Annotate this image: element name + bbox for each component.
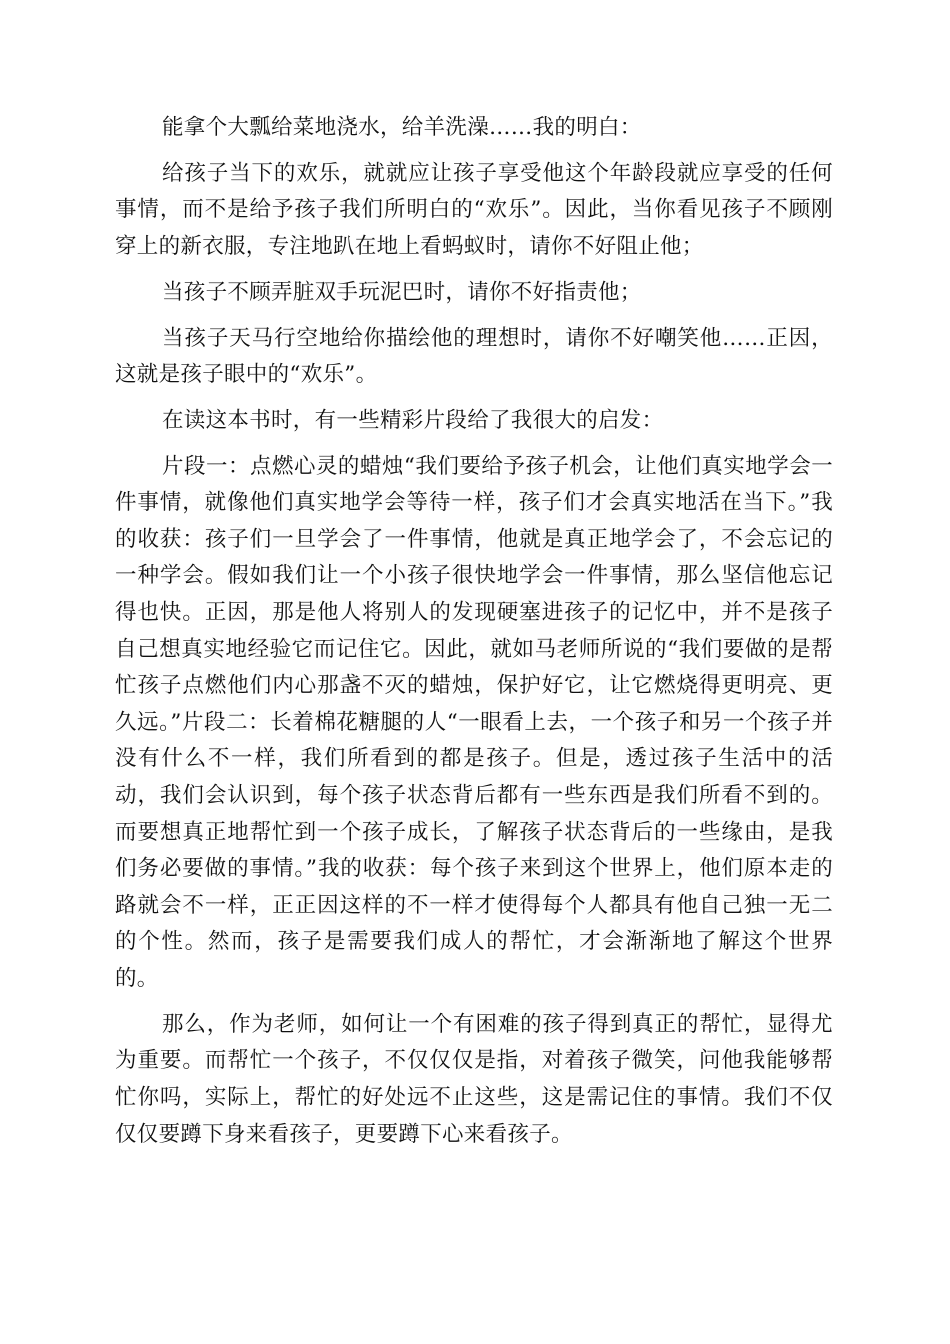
paragraph-6: 片段一：点燃心灵的蜡烛“我们要给予孩子机会，让他们真实地学会一件事情，就像他们真实地学会等待一样，孩子们才会真实地活在当下。”我的收获：孩子们一旦学会了一件事情，他就是真正地学会了，不会忘记的一种学会。假如我们让一个小孩子很快地学会一件事情，那么坚信他忘记得也快。正因，那是他人将别人的发现硬塞进孩子的记忆中，并不是孩子自己想真实地经验它而记住它。因此，就如马老师所说的“我们要做的是帮忙孩子点燃他们内心那盏不灭的蜡烛，保护好它，让它燃烧得更明亮、更久远。”片段二：长着棉花糖腿的人“一眼看上去，一个孩子和另一个孩子并没有什么不一样，我们所看到的都是孩子。但是，透过孩子生活中的活动，我们会认识到，每个孩子状态背后都有一些东西是我们所看不到的。而要想真正地帮忙到一个孩子成长，了解孩子状态背后的一些缘由，是我们务必要做的事情。”我的收获：每个孩子来到这个世界上，他们原本走的路就会不一样，正正因这样的不一样才使得每个人都具有他自己独一无二的个性。然而，孩子是需要我们成人的帮忙，才会渐渐地了解这个世界的。 xyxy=(115,453,833,991)
paragraph-7: 那么，作为老师，如何让一个有困难的孩子得到真正的帮忙，显得尤为重要。而帮忙一个孩子，不仅仅仅是指，对着孩子微笑，问他我能够帮忙你吗，实际上，帮忙的好处远不止这些，这是需记住的事情。我们不仅仅仅要蹲下身来看孩子，更要蹲下心来看孩子。 xyxy=(115,1011,833,1147)
paragraph-5: 在读这本书时，有一些精彩片段给了我很大的启发： xyxy=(162,407,664,433)
paragraph-3: 当孩子不顾弄脏双手玩泥巴时，请你不好指责他； xyxy=(162,279,642,305)
paragraph-4: 当孩子天马行空地给你描绘他的理想时，请你不好嘲笑他……正因，这就是孩子眼中的“欢乐”。 xyxy=(115,325,833,388)
document-page xyxy=(115,110,833,1153)
paragraph-1: 能拿个大瓢给菜地浇水，给羊洗澡……我的明白： xyxy=(162,115,642,140)
paragraph-2: 给孩子当下的欢乐，就就应让孩子享受他这个年龄段就应享受的任何事情，而不是给予孩子我们所明白的“欢乐”。因此，当你看见孩子不顾刚穿上的新衣服，专注地趴在地上看蚂蚁时，请你不好阻止他； xyxy=(115,160,833,259)
